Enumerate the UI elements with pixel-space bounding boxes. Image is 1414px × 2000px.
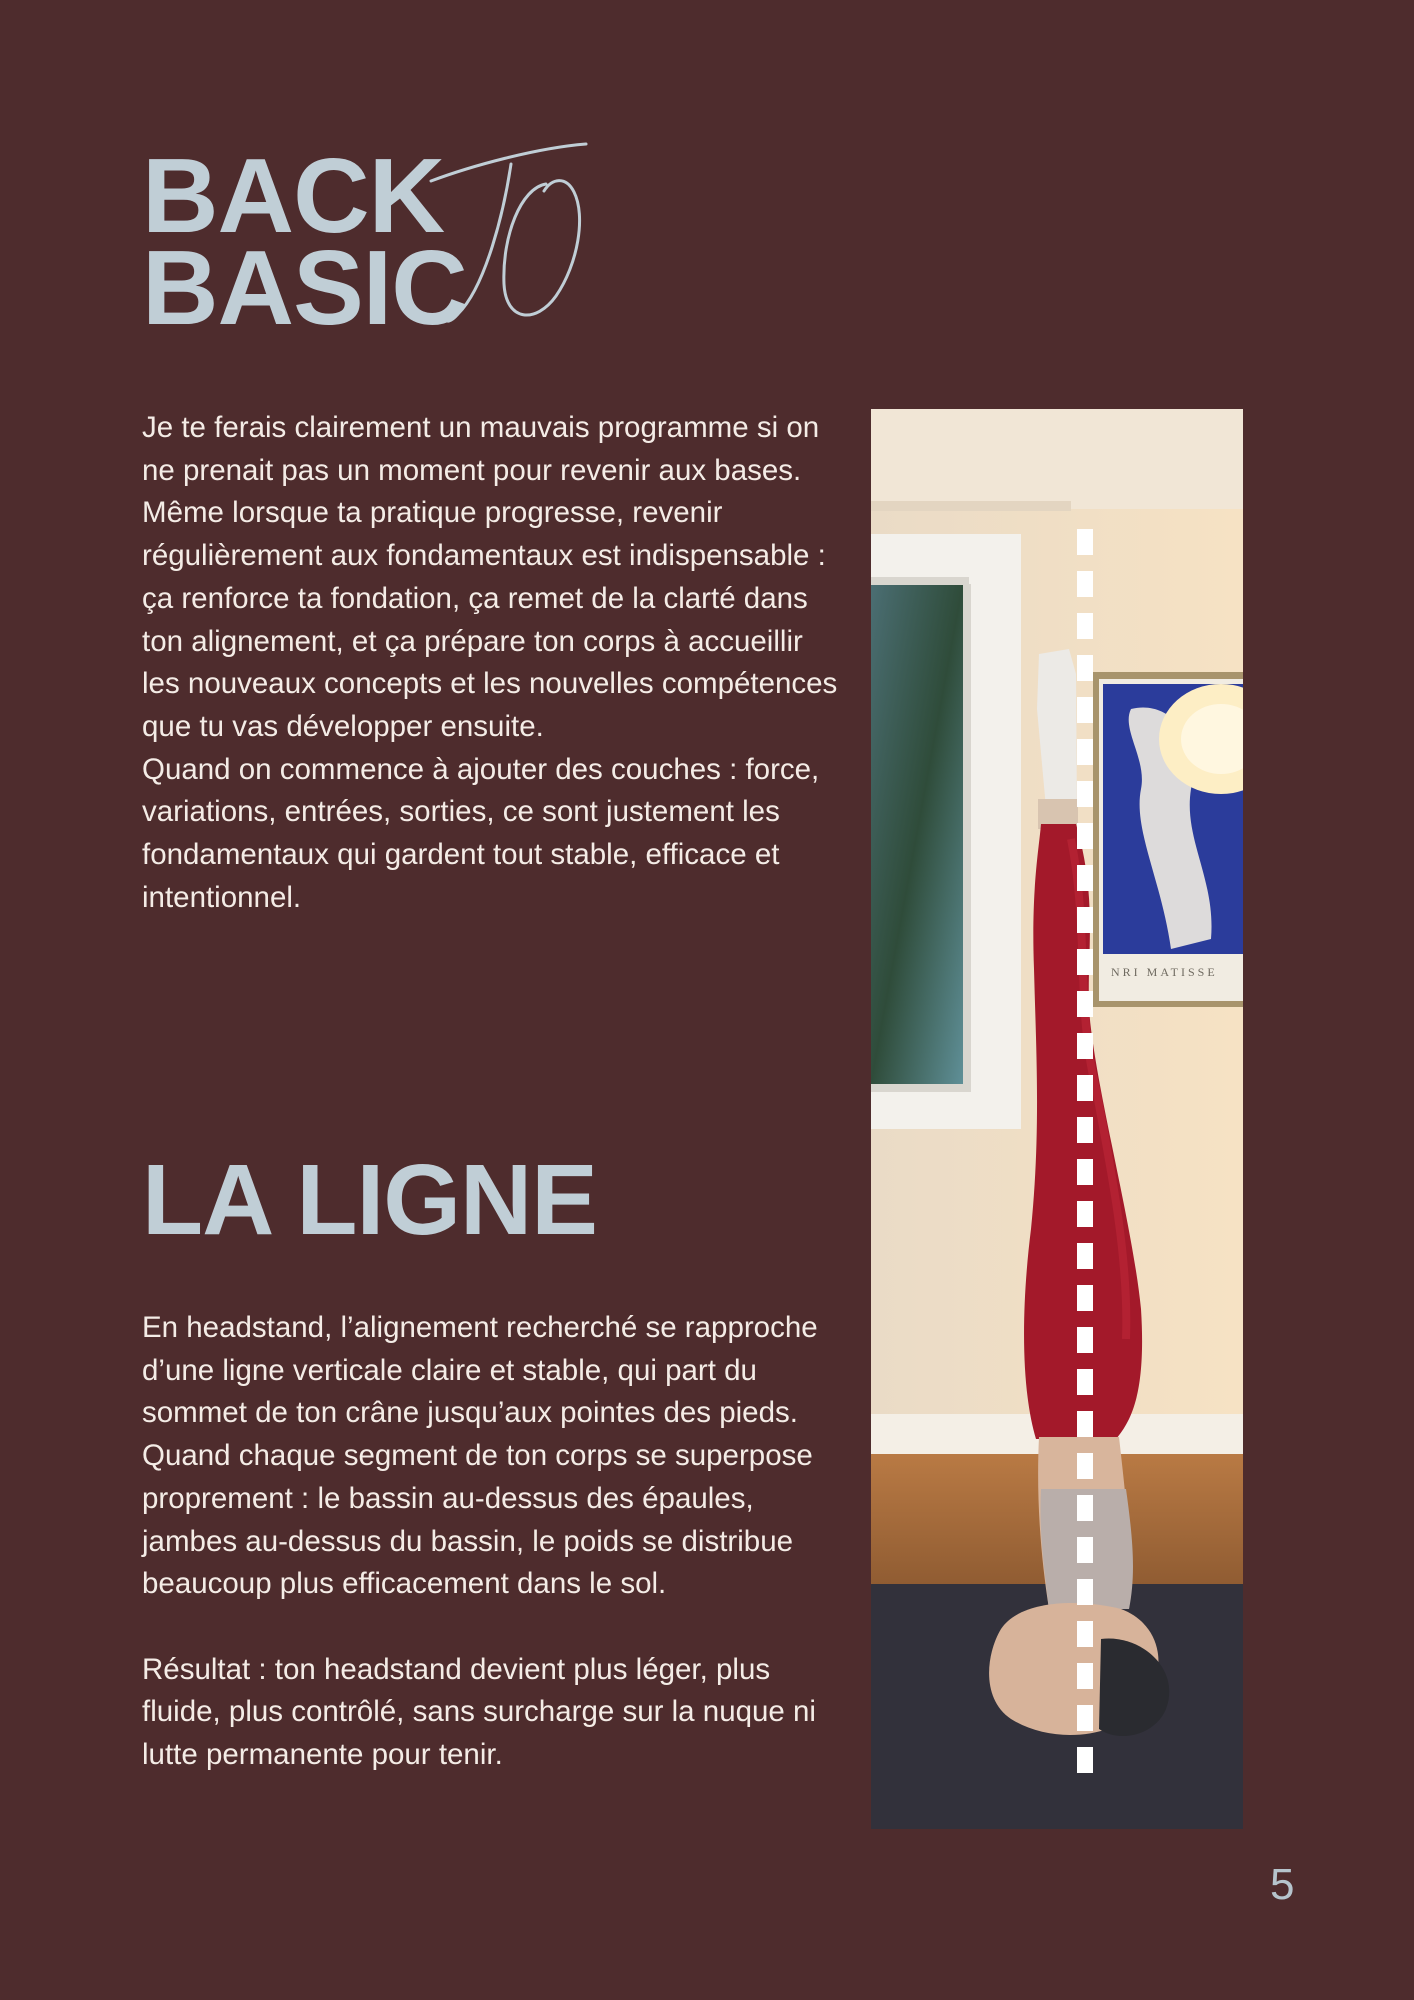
poster-caption: NRI MATISSE — [1111, 965, 1218, 979]
headstand-photo — [871, 409, 1243, 1829]
intro-paragraph-1: Je te ferais clairement un mauvais programme si on ne prenait pas un moment pour revenir aux bases. — [142, 411, 820, 487]
intro-paragraph-3: Quand on commence à ajouter des couches : force, variations, entrées, sorties, ce sont justement les fondamentaux qui gardent tout stable, efficace et intentionnel. — [142, 752, 820, 914]
section-paragraph-1: En headstand, l’alignement recherché se rapproche d’une ligne verticale claire et stable, qui part du sommet de ton crâne jusqu’aux pointes des pieds. — [142, 1311, 818, 1430]
intro-paragraph-2: Même lorsque ta pratique progresse, revenir régulièrement aux fondamentaux est indispensable : ça renforce ta fondation, ça remet de la clarté dans ton alignement, et ça prépare ton corps à accueillir les nouveaux concepts et les nouvelles compétences que tu vas développer ensuite. — [142, 496, 838, 743]
intro-text — [142, 407, 842, 919]
title-line-back: BACK — [142, 137, 445, 255]
section-heading: LA LIGNE — [142, 1144, 597, 1256]
script-to-lettering — [426, 136, 596, 332]
section-paragraph-2: Quand chaque segment de ton corps se superpose proprement : le bassin au-dessus des épaules, jambes au-dessus du bassin, le poids se distribue beaucoup plus efficacement dans le sol. — [142, 1439, 813, 1601]
section-text — [142, 1307, 842, 1777]
page-title — [142, 137, 467, 347]
title-line-basic: BASIC — [142, 229, 467, 347]
page-number: 5 — [1270, 1860, 1295, 1909]
section-paragraph-3: Résultat : ton headstand devient plus léger, plus fluide, plus contrôlé, sans surcharge sur la nuque ni lutte permanente pour tenir. — [142, 1652, 816, 1772]
